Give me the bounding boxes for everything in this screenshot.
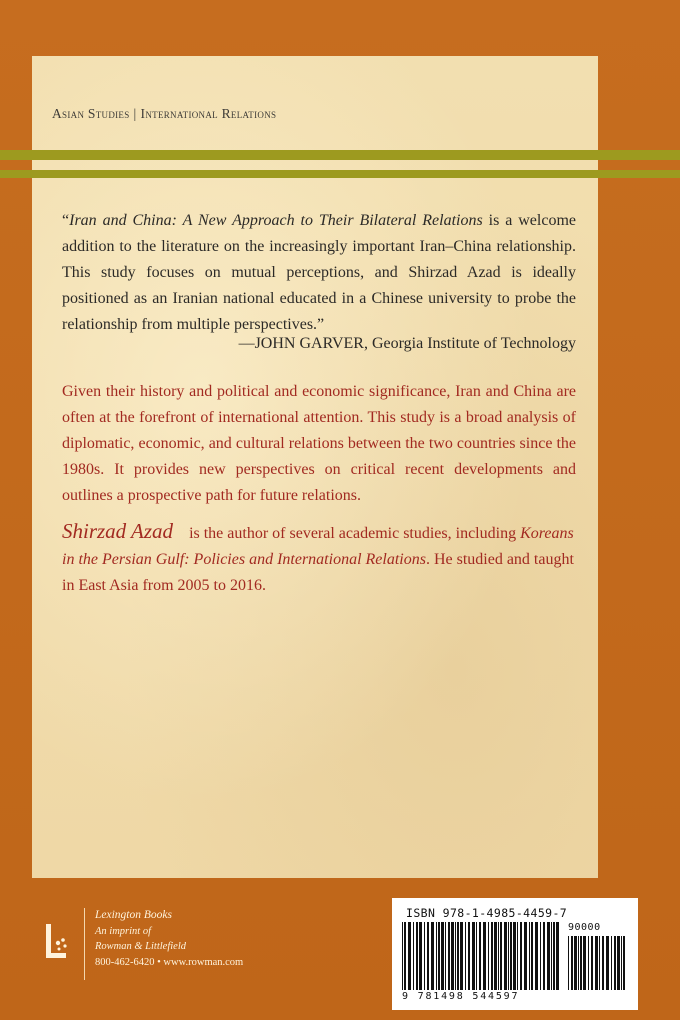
publisher-logo-icon: [44, 922, 70, 962]
bio-text-1: is the author of several academic studies, including: [189, 525, 521, 542]
publisher-imprint-line: An imprint of: [95, 925, 152, 937]
book-description: Given their history and political and economic significance, Iran and China are often at the forefront of international attention. This study is a broad analysis of diplomatic, economic, and cultural relations between the two countries since the 1980s. It provides new perspectives on critical recent developments and outlines a prospective path for future relations.: [62, 383, 576, 504]
quote-attribution: —JOHN GARVER, Georgia Institute of Technology: [238, 335, 576, 352]
publisher-parent: Rowman & Littlefield: [95, 941, 186, 952]
category-separator: |: [133, 106, 137, 121]
quoted-book-title: Iran and China: A New Approach to Their Bilateral Relations: [69, 212, 483, 229]
publisher-text: [95, 908, 243, 970]
publisher-divider: [84, 908, 85, 980]
author-bio: [62, 518, 576, 599]
author-name: Shirzad Azad: [62, 519, 174, 543]
publisher-contact: 800-462-6420 • www.rowman.com: [95, 956, 244, 968]
isbn-label: ISBN 978-1-4985-4459-7: [406, 906, 568, 920]
bio-text-2: . He studied and taught in East Asia from 2005 to 2016.: [62, 551, 574, 594]
barcode-box: [392, 898, 638, 1010]
publisher-name: Lexington Books: [95, 909, 172, 921]
series-categories: [52, 106, 276, 122]
publisher-block: [40, 908, 340, 998]
category-asian-studies: Asian Studies: [52, 106, 130, 121]
decorative-rule-top: [0, 150, 680, 160]
category-international-relations: International Relations: [140, 106, 277, 121]
quote-open-mark: “: [62, 212, 70, 229]
decorative-rule-bottom: [0, 170, 680, 178]
quote-body: is a welcome addition to the literature on the increasingly important Iran–China relationship. This study focuses on mutual perceptions, and Shirzad Azad is ideally positioned as an Iranian national educated in a Chinese university to probe the relationship from multiple perspectives.”: [62, 212, 576, 333]
barcode-addon-number: 90000: [568, 922, 601, 933]
barcode-bars: [402, 922, 562, 990]
endorsement-quote: [62, 208, 576, 338]
bio-book-title: Koreans in the Persian Gulf: Policies and International Relations: [62, 525, 574, 568]
barcode-digits: 9 781498 544597: [402, 991, 520, 1002]
barcode-addon-bars: [568, 936, 626, 990]
